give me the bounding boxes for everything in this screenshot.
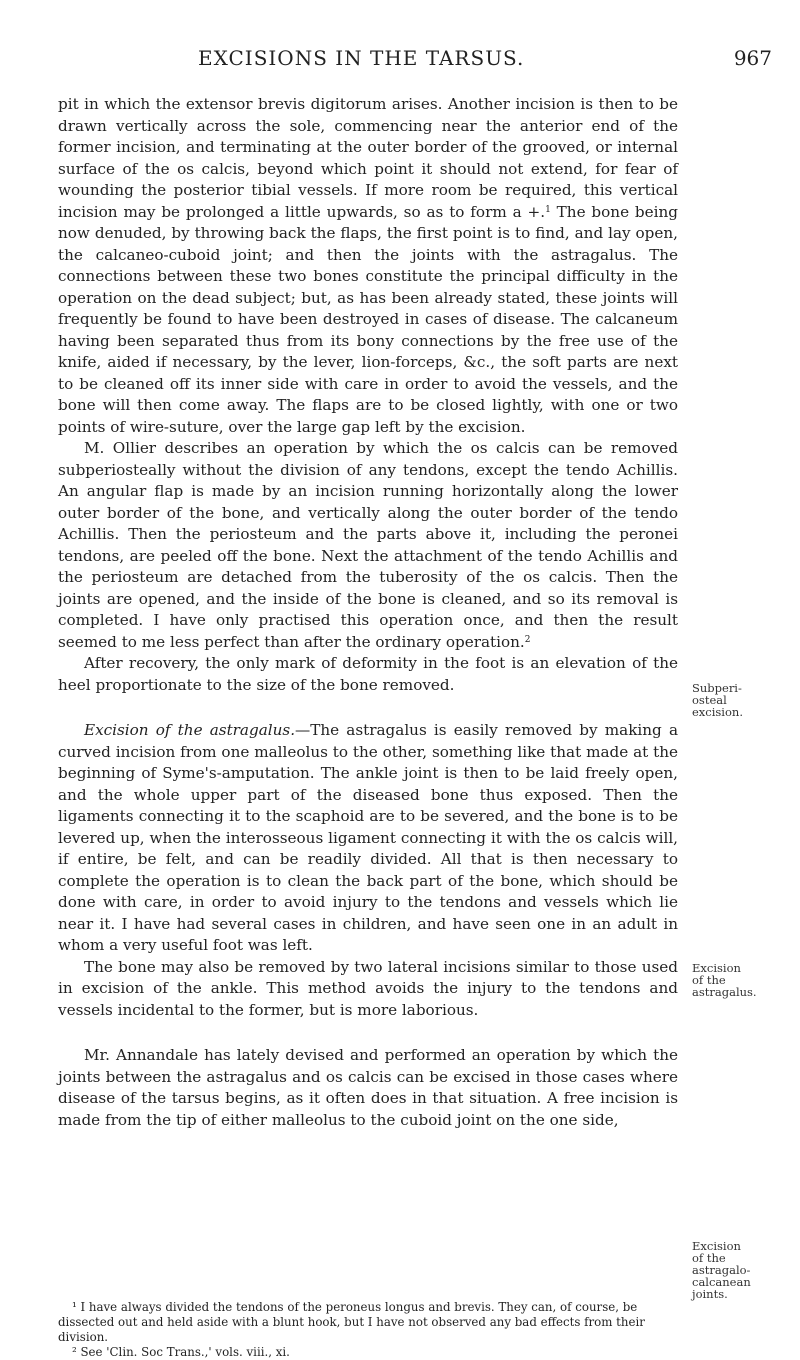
paragraph-astragalus: Excision of the astragalus.—The astragalus is easily removed by making a curved incision from one malleolus to the other, something like that made at the beginning of Syme's-amputation. The ankle joint is then to be laid freely open, and the whole upper part of the diseased bone thus exposed. Then the ligaments connecting it to the scaphoid are to be severed, and the bone is to be levered up, when the interosseous ligament connecting it with the os calcis will, if entire, be felt, and can be readily divided. All that is then necessary to complete the operation is to clean the back part of the bone, which should be done with care, in order to avoid injury to the tendons and vessels which lie near it. I have had several cases in children, and have seen one in an adult in whom a very useful foot was left.	[58, 721, 678, 954]
margin-note-astragalo-calcanean: Excision of the astragalo- calcanean joints.	[692, 1239, 751, 1301]
paragraph-annandale: Mr. Annandale has lately devised and performed an operation by which the joints between the astragalus and os calcis can be excised in those cases where disease of the tarsus begins, as it often does in that situation. A free incision is made from the tip of either malleolus to the cuboid joint on the one side,	[58, 1046, 678, 1129]
running-header	[0, 46, 800, 76]
page-number: 967	[733, 46, 772, 70]
footnote-ref-1: 1	[545, 204, 551, 215]
body-text	[58, 94, 678, 1131]
footnote-2: ² See 'Clin. Soc Trans.,' vols. viii., xi.	[72, 1345, 290, 1359]
paragraph-recovery: After recovery, the only mark of deformity in the foot is an elevation of the heel proportionate to the size of the bone removed.	[58, 654, 678, 694]
paragraph-1: pit in which the extensor brevis digitorum arises. Another incision is then to be drawn vertically across the sole, commencing near the anterior end of the former incision, and terminating at the outer border of the grooved, or internal surface of the os calcis, beyond which point it should not extend, for fear of wounding the posterior tibial vessels. If more room be required, this vertical incision may be prolonged a little upwards, so as to form a +.$^1$ The bone being now denuded, by throwing back the flaps, the first point is to find, and lay open, the calcaneo-cuboid joint; and then the joints with the astragalus. The connections between these two bones constitute the principal difficulty in the operation on the dead subject; but, as has been already stated, these joints will frequently be found to have been destroyed in cases of disease. The calcaneum having been separated thus from its bony connections by the free use of the knife, aided if necessary, by the lever, lion-forceps, &c., the soft parts are next to be cleaned off its inner side with care in order to avoid the vessels, and the bone will then come away. The flaps are to be closed lightly, with one or two points of wire-suture, over the large gap left by the excision.	[58, 95, 678, 436]
footnotes	[58, 1300, 678, 1360]
paragraph-ollier: M. Ollier describes an operation by which the os calcis can be removed subperiosteally without the division of any tendons, except the tendo Achillis. An angular flap is made by an incision running horizontally along the lower outer border of the bone, and vertically along the outer border of the tendo Achillis. Then the periosteum and the parts above it, including the peronei tendons, are peeled off the bone. Next the attachment of the tendo Achillis and the periosteum are detached from the tuberosity of the os calcis. Then the joints are opened, and the inside of the bone is cleaned, and so its removal is completed. I have only practised this operation once, and then the result seemed to me less perfect than after the ordinary operation.$^2$	[58, 439, 678, 651]
footnote-ref-2: 2	[524, 634, 531, 645]
footnote-1: ¹ I have always divided the tendons of the peroneus longus and brevis. They can, of course, be dissected out and held aside with a blunt hook, but I have not observed any bad effects from their division.	[58, 1300, 645, 1344]
margin-note-astragalus: Excision of the astragalus.	[692, 961, 757, 999]
running-title: EXCISIONS IN THE TARSUS.	[198, 46, 525, 70]
paragraph-lateral-incisions: The bone may also be removed by two lateral incisions similar to those used in excision of the ankle. This method avoids the injury to the tendons and vessels incidental to the former, but is more laborious.	[58, 957, 678, 1019]
section-heading: Excision of the astragalus.	[84, 721, 296, 739]
margin-note-subperiosteal: Subperi- osteal excision.	[692, 681, 743, 719]
